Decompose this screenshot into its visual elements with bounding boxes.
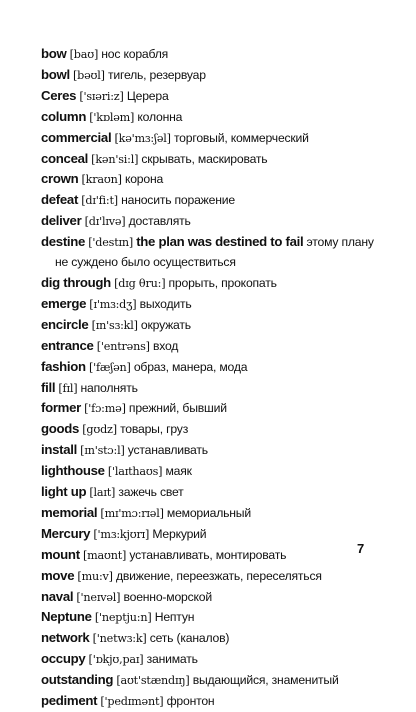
vocab-entry <box>41 378 381 399</box>
entry-transcription: ['ɒkjʊ,paɪ] <box>88 653 144 667</box>
entry-translation: вход <box>152 338 179 353</box>
entry-transcription: [ɪn'stɔ:l] <box>80 444 125 458</box>
entry-translation: занимать <box>146 652 198 667</box>
entry-translation: наполнять <box>80 380 138 395</box>
entry-transcription: ['sɪəri:z] <box>79 89 124 103</box>
vocab-entry <box>41 649 381 670</box>
entry-transcription: [maʊnt] <box>82 548 127 562</box>
entry-word: fashion <box>41 358 86 374</box>
vocab-entry <box>41 691 381 712</box>
entry-transcription: [kraʊn] <box>81 173 122 187</box>
entry-word: goods <box>41 421 80 437</box>
entry-transcription: ['laɪthaʊs] <box>107 465 163 479</box>
entry-transcription: ['entrəns] <box>96 339 150 353</box>
entry-word: defeat <box>41 192 79 208</box>
entry-word: Ceres <box>41 87 77 103</box>
vocab-entry <box>41 169 381 190</box>
entry-translation: этому плану не суждено было осуществиться <box>55 235 374 270</box>
entry-word: memorial <box>41 504 98 520</box>
vocab-entry <box>41 398 381 419</box>
vocab-entry <box>41 107 381 128</box>
entry-transcription: ['kɒləm] <box>89 110 135 124</box>
entry-transcription: [mɪ'mɔ:rɪəl] <box>100 506 164 520</box>
vocab-entry <box>41 128 381 149</box>
entry-translation: скрывать, маскировать <box>141 151 268 166</box>
entry-translation: колонна <box>137 109 183 124</box>
vocab-entry <box>41 524 381 545</box>
entry-transcription: [dɪ'fi:t] <box>81 194 118 208</box>
vocab-entry <box>41 149 381 170</box>
entry-transcription: [dɪg θru:] <box>114 276 166 290</box>
entry-translation: торговый, коммерческий <box>173 130 309 145</box>
entry-translation: тигель, резервуар <box>107 67 206 82</box>
entry-transcription: ['pedɪmənt] <box>100 695 164 709</box>
entry-translation: маяк <box>165 464 192 479</box>
entry-translation: устанавливать, монтировать <box>129 547 287 562</box>
entry-word: occupy <box>41 651 86 667</box>
vocab-entry <box>41 232 381 273</box>
entry-word: light up <box>41 484 87 500</box>
entry-translation: прежний, бывший <box>128 401 227 416</box>
entry-translation: Меркурий <box>152 526 207 541</box>
entry-translation: военно-морской <box>123 589 212 604</box>
vocab-entry <box>41 86 381 107</box>
entry-translation: товары, груз <box>120 422 189 437</box>
vocab-entry <box>41 503 381 524</box>
vocab-entry <box>41 670 381 691</box>
entry-word: destine <box>41 234 86 250</box>
entry-transcription: [bəʊl] <box>73 68 105 82</box>
vocab-entry <box>41 315 381 336</box>
entry-translation: устанавливать <box>127 443 208 458</box>
vocab-entry <box>41 419 381 440</box>
entry-word: entrance <box>41 337 94 353</box>
entry-translation: фронтон <box>166 694 215 709</box>
entry-word: mount <box>41 546 80 562</box>
entry-word: dig through <box>41 274 111 290</box>
entry-transcription: [ɪn'sɜ:kl] <box>91 318 138 332</box>
entry-translation: корона <box>124 172 164 187</box>
entry-translation: Нептун <box>154 610 195 625</box>
entry-translation: выходить <box>139 296 192 311</box>
entry-word: former <box>41 400 81 416</box>
entry-transcription: [dɪ'lɪvə] <box>84 215 126 229</box>
entry-word: network <box>41 630 90 646</box>
entry-word: emerge <box>41 295 87 311</box>
entry-translation: Церера <box>126 88 169 103</box>
vocab-entry <box>41 461 381 482</box>
entry-word: lighthouse <box>41 463 105 479</box>
vocab-entry <box>41 440 381 461</box>
vocab-entry <box>41 336 381 357</box>
entry-word: outstanding <box>41 672 114 688</box>
entry-transcription: [kə'mɜ:ʃəl] <box>114 131 171 145</box>
entry-translation: сеть (каналов) <box>149 631 230 646</box>
entry-word: encircle <box>41 316 89 332</box>
entry-translation: доставлять <box>128 214 191 229</box>
entry-word: crown <box>41 171 79 187</box>
vocab-entry <box>41 482 381 503</box>
entry-word: move <box>41 567 75 583</box>
vocab-entry <box>41 357 381 378</box>
entry-word: bow <box>41 46 67 61</box>
entry-translation: наносить поражение <box>121 193 235 208</box>
entry-word: column <box>41 108 87 124</box>
entry-word: deliver <box>41 213 82 229</box>
entry-word: install <box>41 442 78 458</box>
vocab-entry <box>41 566 381 587</box>
vocab-entry <box>41 294 381 315</box>
vocab-entry <box>41 545 381 566</box>
entry-translation: зажечь свет <box>118 485 184 500</box>
entry-word: Neptune <box>41 609 92 625</box>
entry-word: naval <box>41 588 74 604</box>
entry-transcription: [gʊdz] <box>82 423 117 437</box>
entry-transcription: ['mɜ:kjʊrɪ] <box>93 527 150 541</box>
page-number: 7 <box>357 541 365 556</box>
entry-transcription: [fɪl] <box>58 381 78 395</box>
entry-transcription: [kən'si:l] <box>91 152 139 166</box>
entry-translation: прорыть, прокопать <box>168 275 277 290</box>
entry-word: bowl <box>41 66 70 82</box>
entry-translation: образ, манера, мода <box>133 359 248 374</box>
entry-transcription: ['fæʃən] <box>88 360 131 374</box>
vocab-entry <box>41 65 381 86</box>
vocab-entry <box>41 44 381 65</box>
entry-transcription: [ɪ'mɜ:dʒ] <box>89 297 137 311</box>
entry-word: fill <box>41 379 56 395</box>
vocab-entry <box>41 273 381 294</box>
vocab-entry <box>41 587 381 608</box>
entry-transcription: ['neɪvəl] <box>76 590 121 604</box>
entry-translation: мемориальный <box>166 505 251 520</box>
vocab-entry <box>41 607 381 628</box>
entry-transcription: [laɪt] <box>89 486 116 500</box>
entry-translation: нос корабля <box>101 47 169 61</box>
entry-word: pediment <box>41 693 98 709</box>
entry-translation: окружать <box>140 317 191 332</box>
entry-transcription: ['netwɜ:k] <box>92 632 147 646</box>
entry-transcription: ['neptju:n] <box>94 611 152 625</box>
entry-word: conceal <box>41 150 89 166</box>
entry-transcription: [aʊt'stændɪŋ] <box>116 674 190 688</box>
entry-word: Mercury <box>41 525 91 541</box>
entry-translation: выдающийся, знаменитый <box>192 673 339 688</box>
vocabulary-list <box>41 44 381 712</box>
vocab-entry <box>41 211 381 232</box>
entry-transcription: ['fɔ:mə] <box>84 402 126 416</box>
entry-translation: движение, переезжать, переселяться <box>116 568 322 583</box>
entry-transcription: [mu:v] <box>77 569 113 583</box>
entry-word: commercial <box>41 129 112 145</box>
entry-transcription: [baʊ] <box>69 48 99 61</box>
vocab-entry <box>41 628 381 649</box>
vocab-entry <box>41 190 381 211</box>
entry-example-phrase: the plan was destined to fail <box>136 234 304 250</box>
entry-transcription: ['destɪn] <box>88 236 134 250</box>
